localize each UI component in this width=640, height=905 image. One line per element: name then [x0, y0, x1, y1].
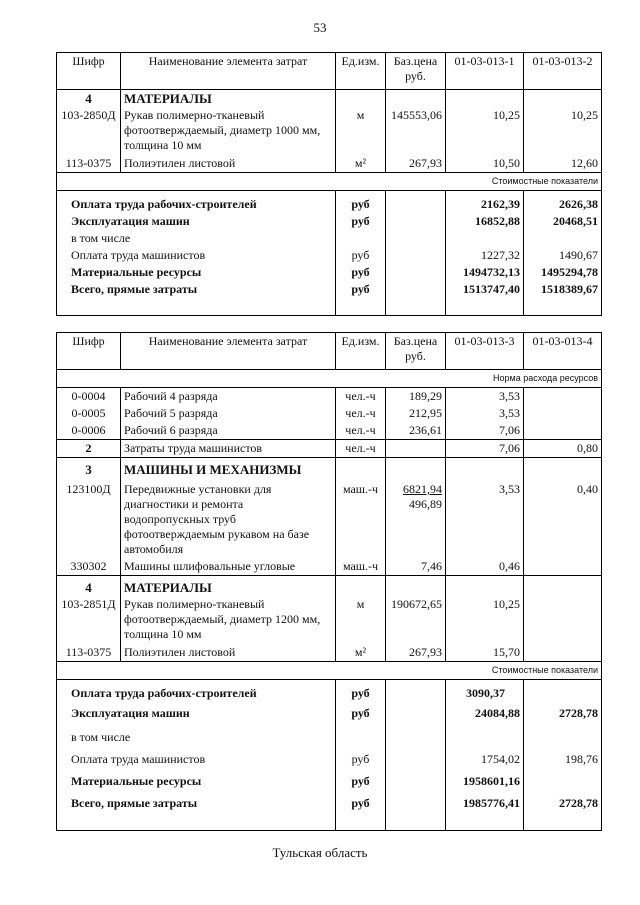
header-col2: 01-03-013-2 — [524, 53, 602, 90]
table-header — [57, 53, 602, 90]
table-row: 103-2850Д Рукав полимерно-тканевый фотоотверждаемый, диаметр 1000 мм, толщина 10 мм м 145553,06 10,25 10,25 — [57, 107, 602, 155]
header-price: Баз.цена руб. — [386, 53, 446, 90]
machinists-row: 2 Затраты труда машинистов чел.-ч 7,06 0,80 — [57, 440, 602, 458]
page-number: 53 — [313, 20, 327, 35]
summary-row: Эксплуатация машин руб 16852,88 20468,51 — [57, 213, 602, 230]
table-row: 103-2851Д Рукав полимерно-тканевый фотоотверждаемый, диаметр 1200 мм, толщина 10 мм м 190672,65 10,25 — [57, 596, 602, 644]
table-row: 0-0004 Рабочий 4 разряда чел.-ч 189,29 3,53 — [57, 388, 602, 406]
header-col1: 01-03-013-1 — [446, 53, 524, 90]
summary-row: Оплата труда рабочих-строителей руб 3090,37 — [57, 680, 602, 703]
summary-row: Оплата труда машинистов руб 1227,32 1490,67 — [57, 247, 602, 264]
cost-table-2 — [56, 332, 602, 831]
section-row: 4 МАТЕРИАЛЫ — [57, 576, 602, 597]
header-code: Шифр — [57, 53, 121, 90]
header-code: Шифр — [57, 333, 121, 370]
price-b: 496,89 — [409, 497, 442, 511]
region-footer: Тульская область — [272, 845, 368, 860]
table-row: 113-0375 Полиэтилен листовой м² 267,93 10,50 12,60 — [57, 155, 602, 173]
section-row: 3 МАШИНЫ И МЕХАНИЗМЫ — [57, 458, 602, 479]
cost-table-1 — [56, 52, 602, 316]
section-row: 4 МАТЕРИАЛЫ — [57, 90, 602, 108]
table-row: 330302 Машины шлифовальные угловые маш.-ч 7,46 0,46 — [57, 558, 602, 576]
header-name: Наименование элемента затрат — [121, 333, 336, 370]
summary-row: Всего, прямые затраты руб 1513747,40 1518389,67 — [57, 281, 602, 315]
header-unit: Ед.изм. — [336, 333, 386, 370]
table-header — [57, 333, 602, 370]
table-row: 113-0375 Полиэтилен листовой м² 267,93 15,70 — [57, 644, 602, 662]
header-col2: 01-03-013-4 — [524, 333, 602, 370]
header-unit: Ед.изм. — [336, 53, 386, 90]
summary-row: Материальные ресурсы руб 1958601,16 — [57, 770, 602, 792]
table-row: 0-0005 Рабочий 5 разряда чел.-ч 212,95 3,53 — [57, 405, 602, 422]
table-row: 0-0006 Рабочий 6 разряда чел.-ч 236,61 7,06 — [57, 422, 602, 440]
summary-row: Оплата труда рабочих-строителей руб 2162,39 2626,38 — [57, 191, 602, 214]
summary-row: Оплата труда машинистов руб 1754,02 198,76 — [57, 748, 602, 770]
note-row: Норма расхода ресурсов — [57, 370, 602, 388]
header-price: Баз.цена руб. — [386, 333, 446, 370]
note-row: Стоимостные показатели — [57, 173, 602, 191]
summary-row: в том числе — [57, 230, 602, 247]
summary-row: в том числе — [57, 726, 602, 748]
note-row: Стоимостные показатели — [57, 662, 602, 680]
price-a: 6821,94 — [403, 482, 442, 496]
summary-row: Материальные ресурсы руб 1494732,13 1495294,78 — [57, 264, 602, 281]
header-name: Наименование элемента затрат — [121, 53, 336, 90]
summary-row: Всего, прямые затраты руб 1985776,41 2728,78 — [57, 792, 602, 830]
summary-row: Эксплуатация машин руб 24084,88 2728,78 — [57, 702, 602, 726]
table-row: 123100Д Передвижные установки для диагностики и ремонта водопропускных труб фотоотверждаемым рукавом на базе автомобиля маш.-ч 6821,94 496,89 3,53 0,40 — [57, 478, 602, 558]
header-col1: 01-03-013-3 — [446, 333, 524, 370]
